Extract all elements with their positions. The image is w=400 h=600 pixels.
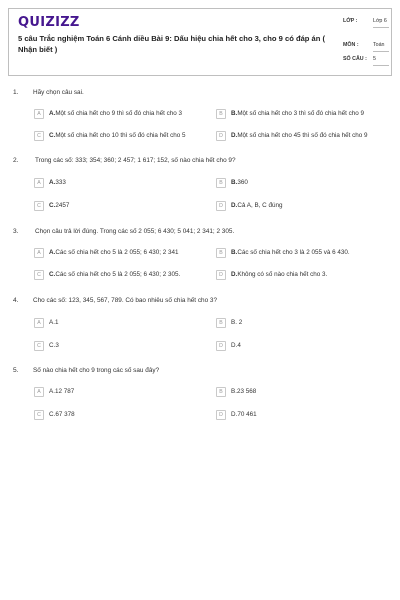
option-letter-box: A bbox=[34, 178, 44, 188]
option-letter-box: D bbox=[216, 270, 226, 280]
option-letter-box: C bbox=[34, 201, 44, 211]
worksheet-title: 5 câu Trắc nghiệm Toán 6 Cánh diều Bài 9: Dấu hiệu chia hết cho 3, cho 9 có đáp án ( Nhận biết ) bbox=[18, 34, 326, 54]
option-text: A.1 bbox=[49, 319, 59, 326]
question-text: Hãy chọn câu sai. bbox=[33, 89, 84, 96]
option-letter-box: C bbox=[34, 131, 44, 141]
option-letter-box: B bbox=[216, 109, 226, 119]
option-letter-box: D bbox=[216, 410, 226, 420]
count-value: 5 bbox=[373, 55, 389, 66]
worksheet-meta bbox=[336, 9, 392, 75]
option-letter-box: C bbox=[34, 341, 44, 351]
option-letter-box: B bbox=[216, 318, 226, 328]
option-text: D.70 461 bbox=[231, 411, 257, 418]
option-letter-box: D bbox=[216, 201, 226, 211]
option-letter-box: B bbox=[216, 387, 226, 397]
option-letter-box: B bbox=[216, 178, 226, 188]
option-text: C.Các số chia hết cho 5 là 2 055; 6 430; 2 305. bbox=[49, 271, 181, 278]
option-text: A.333 bbox=[49, 179, 66, 186]
option-text: C.Một số chia hết cho 10 thì số đó chia hết cho 5 bbox=[49, 132, 186, 139]
option-letter-box: A bbox=[34, 318, 44, 328]
question-number: 1. bbox=[13, 89, 19, 96]
option-letter-box: C bbox=[34, 270, 44, 280]
question-number: 3. bbox=[13, 228, 19, 235]
option-text: C.2457 bbox=[49, 202, 70, 209]
option-text: D.Cả A, B, C đúng bbox=[231, 202, 283, 209]
option-text: D.4 bbox=[231, 342, 241, 349]
question-text: Trong các số: 333; 354; 360; 2 457; 1 617; 152, số nào chia hết cho 9? bbox=[35, 157, 236, 164]
option-text: B.Một số chia hết cho 3 thì số đó chia hết cho 9 bbox=[231, 110, 365, 117]
question-text: Chọn câu trả lời đúng. Trong các số 2 055; 6 430; 5 041; 2 341; 2 305. bbox=[35, 228, 235, 235]
question-number: 2. bbox=[13, 157, 19, 164]
option-letter-box: A bbox=[34, 248, 44, 258]
grade-value: Lớp 6 bbox=[373, 17, 389, 28]
subject-label: MÔN : bbox=[343, 42, 359, 48]
question-text: Cho các số: 123, 345, 567, 789. Có bao nhiêu số chia hết cho 3? bbox=[33, 297, 218, 304]
option-letter-box: A bbox=[34, 109, 44, 119]
option-letter-box: A bbox=[34, 387, 44, 397]
option-text: B.360 bbox=[231, 179, 248, 186]
option-letter-box: C bbox=[34, 410, 44, 420]
option-text: A.12 787 bbox=[49, 388, 75, 395]
question-text: Số nào chia hết cho 9 trong các số sau đây? bbox=[33, 367, 160, 374]
option-letter-box: D bbox=[216, 341, 226, 351]
option-text: C.67 378 bbox=[49, 411, 75, 418]
option-text: A.Các số chia hết cho 5 là 2 055; 6 430; 2 341 bbox=[49, 249, 179, 256]
option-text: D.Không có số nào chia hết cho 3. bbox=[231, 271, 328, 278]
option-text: B.Các số chia hết cho 3 là 2 055 và 6 430. bbox=[231, 249, 350, 256]
option-text: B.23 568 bbox=[231, 388, 257, 395]
option-text: A.Một số chia hết cho 9 thì số đó chia hết cho 3 bbox=[49, 110, 183, 117]
count-label: SỐ CÂU : bbox=[343, 56, 367, 62]
option-letter-box: B bbox=[216, 248, 226, 258]
option-text: C.3 bbox=[49, 342, 59, 349]
option-text: B. 2 bbox=[231, 319, 243, 326]
grade-label: LỚP : bbox=[343, 18, 358, 24]
option-letter-box: D bbox=[216, 131, 226, 141]
worksheet-header bbox=[8, 8, 392, 76]
subject-value: Toán bbox=[373, 41, 389, 52]
question-number: 5. bbox=[13, 367, 19, 374]
quizizz-logo: QUIZIZZ bbox=[18, 15, 80, 30]
option-text: D.Một số chia hết cho 45 thì số đó chia hết cho 9 bbox=[231, 132, 368, 139]
question-number: 4. bbox=[13, 297, 19, 304]
